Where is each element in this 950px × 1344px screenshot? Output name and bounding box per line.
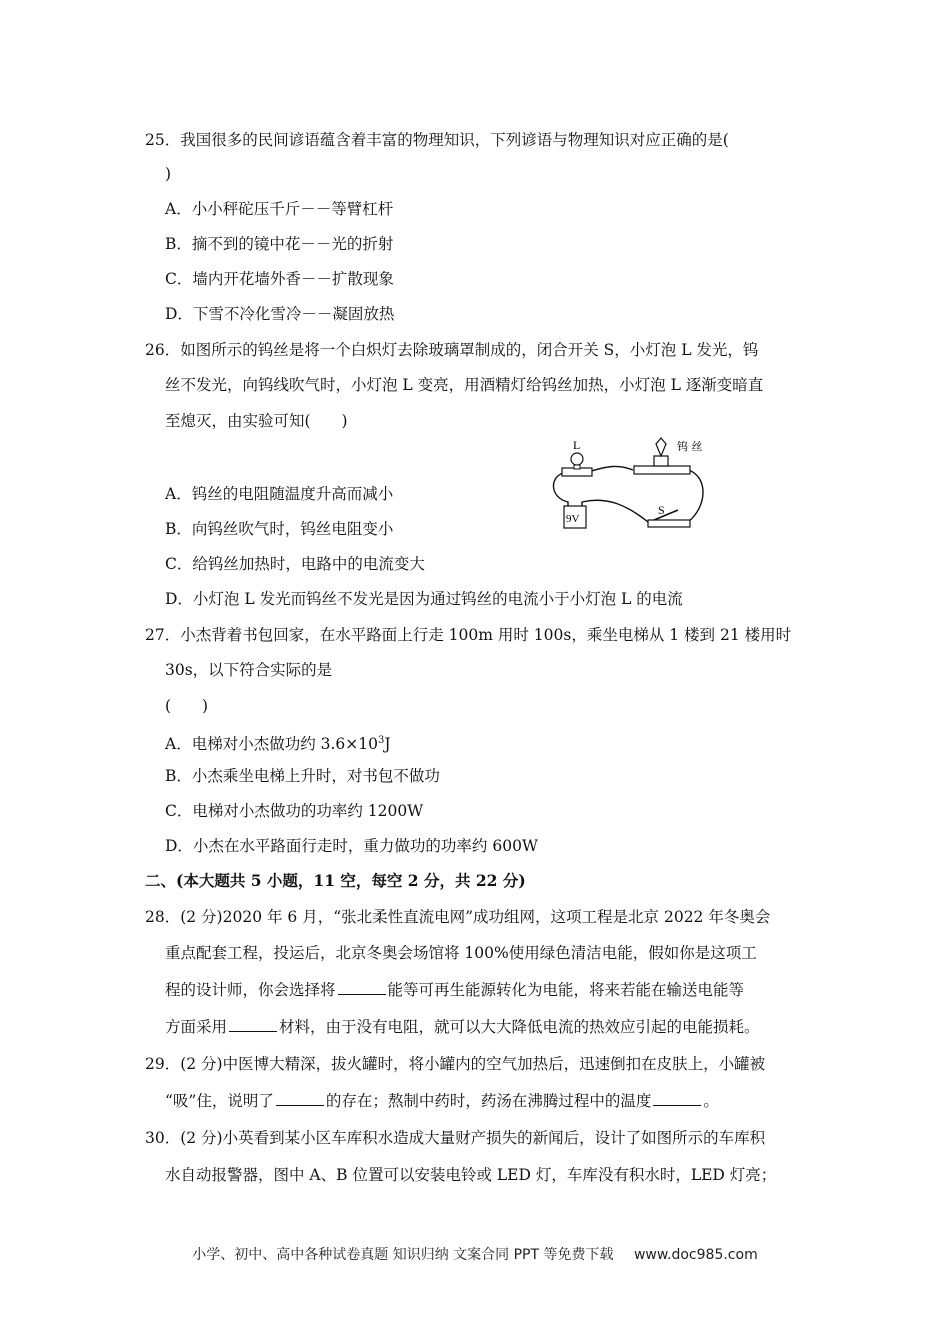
section-2-heading: 二、(本大题共 5 小题，11 空，每空 2 分，共 22 分) — [145, 871, 526, 890]
q26-stem-line-1: 26．如图所示的钨丝是将一个白炽灯去除玻璃罩制成的，闭合开关 S，小灯泡 L 发光，钨 — [145, 341, 759, 359]
wire-bottom — [582, 500, 648, 522]
q25-option-c: C．墙内开花墙外香－－扩散现象 — [165, 270, 394, 288]
q27-option-d: D．小杰在水平路面行走时，重力做功的功率约 600W — [165, 837, 538, 855]
filament-icon — [656, 438, 666, 456]
filament-label: 钨 丝 — [677, 440, 703, 453]
q26-option-a: A．钨丝的电阻随温度升高而减小 — [165, 485, 394, 503]
q28-line-3-text-a: 程的设计师，你会选择将 — [165, 981, 336, 999]
q25-stem: 25．我国很多的民间谚语蕴含着丰富的物理知识，下列谚语与物理知识对应正确的是( — [145, 131, 729, 149]
q25-option-b: B．摘不到的镜中花－－光的折射 — [165, 235, 394, 253]
q29-line-2 — [165, 1090, 719, 1112]
q28-line-1: 28．(2 分)2020 年 6 月，“张北柔性直流电网”成功组网，这项工程是北京 2022 年冬奥会 — [145, 908, 771, 926]
switch-base — [648, 520, 690, 527]
q27-stem-line-2: 30s，以下符合实际的是 — [165, 661, 333, 679]
wire-left — [553, 472, 568, 506]
q30-line-1: 30．(2 分)小英看到某小区车库积水造成大量财产损失的新闻后，设计了如图所示的车库积 — [145, 1129, 766, 1147]
q27-option-b: B．小杰乘坐电梯上升时，对书包不做功 — [165, 767, 440, 785]
q28-line-4 — [165, 1016, 760, 1038]
q27-stem-line-3: ( ) — [165, 697, 209, 715]
q25-option-a: A．小小秤砣压千斤－－等臂杠杆 — [165, 200, 394, 218]
q28-line-3 — [165, 979, 744, 1001]
q29-line-2-text-a: “吸”住，说明了 — [165, 1092, 274, 1110]
footer-text: 小学、初中、高中各种试卷真题 知识归纳 文案合同 PPT 等免费下载 — [192, 1247, 614, 1263]
q30-line-2: 水自动报警器，图中 A、B 位置可以安装电铃或 LED 灯，车库没有积水时，LED 灯亮； — [165, 1166, 777, 1184]
footer-url[interactable]: www.doc985.com — [633, 1247, 758, 1263]
circuit-diagram — [548, 436, 718, 536]
q29-line-2-text-c: 。 — [703, 1092, 719, 1110]
q28-line-2: 重点配套工程，投运后，北京冬奥会场馆将 100%使用绿色清洁电能，假如你是这项工 — [165, 944, 757, 962]
q27-option-a-text: A．电梯对小杰做功约 3.6×10 — [165, 735, 378, 754]
lamp-label: L — [573, 438, 581, 452]
filament-base — [634, 466, 690, 474]
battery-label: 9V — [566, 513, 580, 525]
lamp-socket — [574, 465, 580, 469]
q29-blank-1[interactable] — [276, 1090, 324, 1106]
q29-line-2-text-b: 的存在；熬制中药时，药汤在沸腾过程中的温度 — [325, 1092, 652, 1110]
q27-option-a — [165, 730, 391, 755]
q26-option-d: D．小灯泡 L 发光而钨丝不发光是因为通过钨丝的电流小于小灯泡 L 的电流 — [165, 590, 683, 608]
q25-stem-cont: ) — [165, 165, 172, 183]
switch-label: S — [658, 503, 665, 517]
page-footer — [0, 1244, 950, 1264]
wire-right — [688, 470, 703, 522]
lamp-bulb — [571, 453, 583, 465]
q26-stem-line-2: 丝不发光，向钨线吹气时，小灯泡 L 变亮，用酒精灯给钨丝加热，小灯泡 L 逐渐变暗直 — [165, 376, 764, 394]
q27-option-a-unit: J — [384, 735, 391, 754]
q29-blank-2[interactable] — [653, 1090, 701, 1106]
q28-blank-2[interactable] — [229, 1016, 277, 1032]
q27-stem-line-1: 27．小杰背着书包回家，在水平路面上行走 100m 用时 100s，乘坐电梯从 1 楼到 21 楼用时 — [145, 626, 792, 644]
q28-line-4-text-a: 方面采用 — [165, 1018, 228, 1036]
q25-option-d: D．下雪不冷化雪冷－－凝固放热 — [165, 305, 395, 323]
q26-stem-line-3: 至熄灭，由实验可知( ) — [165, 412, 348, 430]
q28-line-3-text-b: 能等可再生能源转化为电能，将来若能在输送电能等 — [387, 981, 745, 999]
q26-option-b: B．向钨丝吹气时，钨丝电阻变小 — [165, 520, 394, 538]
q26-option-c: C．给钨丝加热时，电路中的电流变大 — [165, 555, 425, 573]
q27-option-c: C．电梯对小杰做功的功率约 1200W — [165, 802, 424, 820]
q29-line-1: 29．(2 分)中医博大精深，拔火罐时，将小罐内的空气加热后，迅速倒扣在皮肤上，小罐被 — [145, 1055, 766, 1073]
q28-blank-1[interactable] — [338, 979, 386, 995]
q27-option-a-exponent: 3 — [377, 735, 385, 746]
wire-top — [588, 466, 633, 472]
q28-line-4-text-b: 材料，由于没有电阻，就可以大大降低电流的热效应引起的电能损耗。 — [279, 1018, 760, 1036]
